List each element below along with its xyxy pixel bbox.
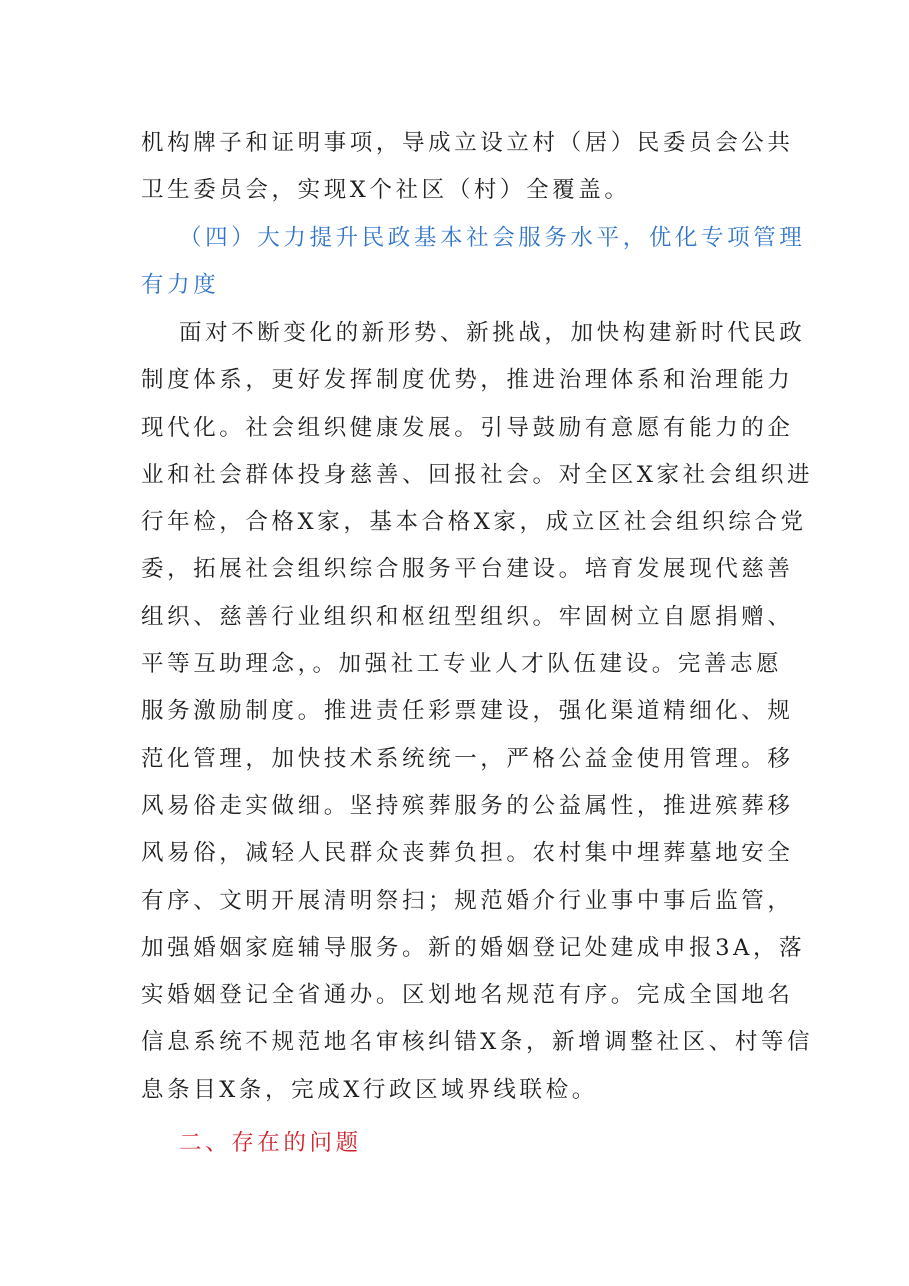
body-line: 有序、文明开展清明祭扫；规范婚介行业事中事后监管， xyxy=(141,887,794,914)
body-line: 加强婚姻家庭辅导服务。新的婚姻登记处建成申报3A，落 xyxy=(141,934,806,961)
body-line: 实婚姻登记全省通办。区划地名规范有序。完成全国地名 xyxy=(141,982,794,1009)
body-line: 服务激励制度。推进责任彩票建设，强化渠道精细化、规 xyxy=(141,698,794,725)
intro-line: 机构牌子和证明事项，导成立设立村（居）民委员会公共 xyxy=(141,130,794,156)
body-line: 息条目X条，完成X行政区域界线联检。 xyxy=(141,1076,598,1103)
body-line: 范化管理，加快技术系统统一，严格公益金使用管理。移 xyxy=(141,745,794,772)
body-line: 行年检，合格X家，基本合格X家，成立区社会组织综合党 xyxy=(141,509,807,536)
body-line: 现代化。社会组织健康发展。引导鼓励有意愿有能力的企 xyxy=(141,414,794,441)
intro-line: 卫生委员会，实现X个社区（村）全覆盖。 xyxy=(141,177,631,204)
body-line: 风易俗，减轻人民群众丧葬负担。农村集中埋葬墓地安全 xyxy=(141,840,794,867)
chapter-heading-line: 二、存在的问题 xyxy=(179,1130,362,1156)
body-line: 面对不断变化的新形势、新挑战，加快构建新时代民政 xyxy=(179,320,806,346)
section-heading-line: （四）大力提升民政基本社会服务水平，优化专项管理 xyxy=(179,225,806,251)
body-line: 风易俗走实做细。坚持殡葬服务的公益属性，推进殡葬移 xyxy=(141,792,794,819)
section-heading xyxy=(141,215,806,310)
body-line: 业和社会群体投身慈善、回报社会。对全区X家社会组织进 xyxy=(141,461,814,488)
body-line: 组织、慈善行业组织和枢纽型组织。牢固树立自愿捐赠、 xyxy=(141,603,794,630)
body-paragraph xyxy=(141,310,814,1114)
body-line: 平等互助理念，。加强社工专业人才队伍建设。完善志愿 xyxy=(141,651,783,678)
body-line: 委，拓展社会组织综合服务平台建设。培育发展现代慈善 xyxy=(141,556,794,583)
intro-paragraph xyxy=(141,120,794,215)
body-line: 制度体系，更好发挥制度优势，推进治理体系和治理能力 xyxy=(141,367,794,394)
section-heading-line: 有力度 xyxy=(141,272,220,299)
chapter-heading xyxy=(141,1120,773,1167)
body-line: 信息系统不规范地名审核纠错X条，新增调整社区、村等信 xyxy=(141,1029,814,1056)
